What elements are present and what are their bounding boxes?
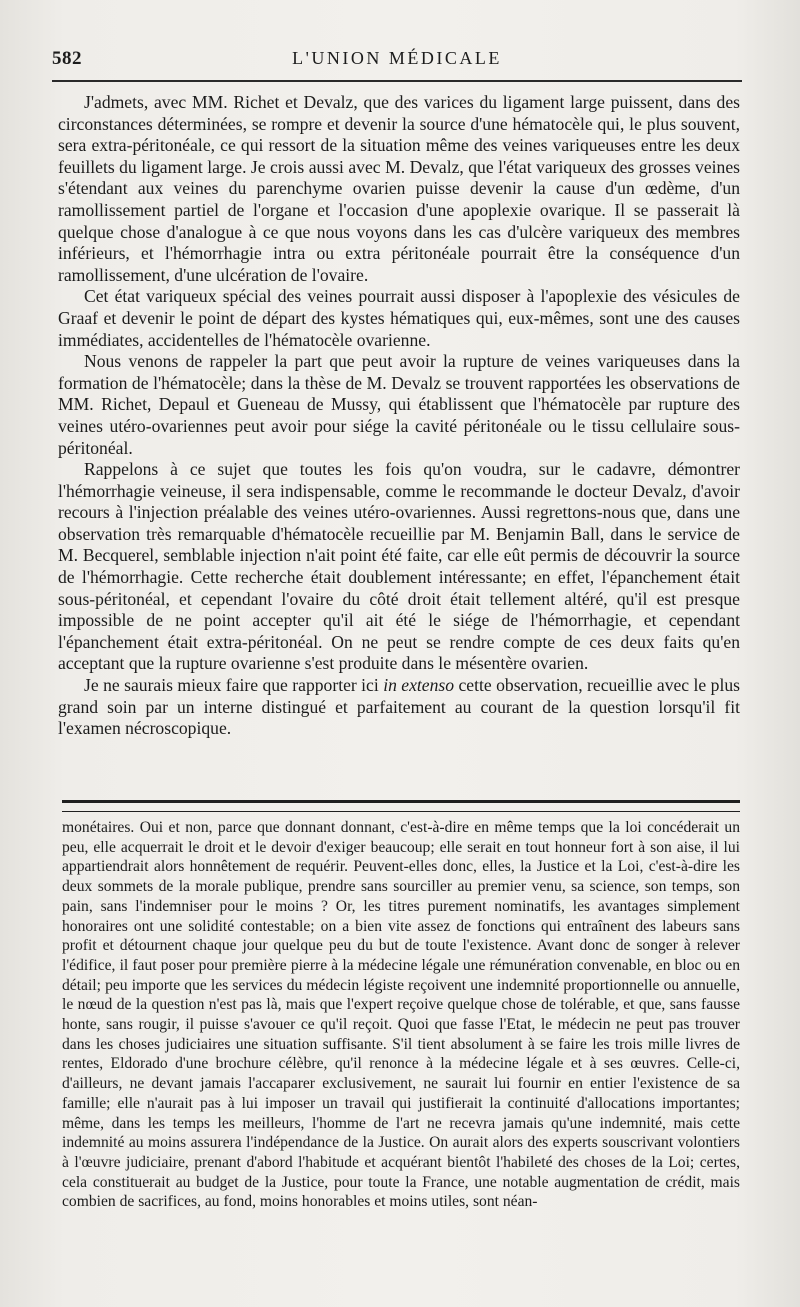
page-number: 582: [52, 48, 82, 69]
italic-phrase: in extenso: [383, 675, 455, 696]
paragraph: Nous venons de rappeler la part que peut avoir la rupture de veines variqueuses dans la formation de l'hématocèle; dans la thèse de M. Devalz se trouvent rapportées les observations de MM. Richet, Depaul et Gueneau de Mussy, qui établissent que l'hématocèle par rupture des veines utéro-ovariennes peut avoir pour siége la cavité péritonéale ou le tissu cellulaire sous-péritonéal.: [58, 351, 740, 458]
paragraph-last: [58, 675, 740, 740]
feuilleton-section: [62, 818, 740, 1212]
paragraph: J'admets, avec MM. Richet et Devalz, que des varices du ligament large puissent, dans des circonstances déterminées, se rompre et devenir la source d'une hématocèle qui, le plus souvent, sera extra-péritonéale, ce qui ressort de la situation même des veines variqueuses entre les deux feuillets du ligament large. Je crois aussi avec M. Devalz, que l'état variqueux des grosses veines s'étendant aux veines du parenchyme ovarien puisse devenir la cause d'un œdème, d'un ramollissement partiel de l'organe et l'occasion d'une apoplexie ovarique. Il se passerait là quelque chose d'analogue à ce que nous voyons dans les cas d'ulcère variqueux des membres inférieurs, et l'hémorrhagie intra ou extra péritonéale pourrait être la conséquence d'un ramollissement, d'une ulcération de l'ovaire.: [58, 92, 740, 285]
feuilleton-divider: [62, 800, 740, 812]
paragraph: Cet état variqueux spécial des veines pourrait aussi disposer à l'apoplexie des vésicules de Graaf et devenir le point de départ des kystes hématiques qui, eux-mêmes, sont une des causes immédiates, accidentelles de l'hématocèle ovarienne.: [58, 286, 740, 350]
header-rule: [52, 80, 742, 82]
paragraph: Rappelons à ce sujet que toutes les fois qu'on voudra, sur le cadavre, démontrer l'hémorrhagie veineuse, il sera indispensable, comme le recommande le docteur Devalz, d'avoir recours à l'injection préalable des veines utéro-ovariennes. Aussi regrettons-nous que, dans une observation très remarquable d'hématocèle recueillie par M. Benjamin Ball, dans le service de M. Becquerel, semblable injection n'ait point été faite, car elle eût permis de découvrir la source de l'hémorrhagie. Cette recherche était doublement intéressante; en effet, l'épanchement était sous-péritonéal, et cependant l'ovaire du côté droit était tellement altéré, qu'il est presque impossible de ne point accepter qu'il ait été le siége de l'hémorrhagie, et cependant l'épanchement était extra-péritonéal. On ne peut se rendre compte de ces deux faits qu'en acceptant que la rupture ovarienne s'est produite dans le mésentère ovarien.: [58, 459, 740, 674]
main-article: [58, 92, 740, 740]
running-title: L'UNION MÉDICALE: [292, 48, 502, 68]
feuilleton-text: monétaires. Oui et non, parce que donnant donnant, c'est-à-dire en même temps que la loi concéderait un peu, elle acquerrait le droit et le devoir d'exiger beaucoup; elle serait en tout honneur fort à son aise, il lui appartiendrait alors honnêtement de requérir. Peuvent-elles donc, elles, la Justice et la Loi, c'est-à-dire les deux sommets de la morale publique, prendre sans sourciller au premier venu, sa science, son temps, son pain, sans l'indemniser pour le moins ? Or, les titres purement nominatifs, les avantages simplement honoraires ont une solidité contestable; on a bien vite assez de fonctions qui entraînent des labeurs sans profit et détournent chaque jour quelque peu du but de toute l'existence. Avant donc de songer à relever l'édifice, il faut poser pour première pierre à la médecine légale une rémunération convenable, en bloc ou en détail; peu importe que les services du médecin légiste reçoivent une indemnité proportionnelle ou annuelle, le nœud de la question n'est pas là, mais que l'expert reçoive quelque chose de tolérable, et que, sans fausse honte, sans rougir, il puisse s'avouer ce qu'il reçoit. Quoi que fasse l'Etat, le médecin ne peut pas trouver dans les choses judiciaires une situation suffisante. S'il tient absolument à se faire les trois mille livres de rentes, Eldorado d'une brochure célèbre, qu'il renonce à la médecine légale et à ses œuvres. Celle-ci, d'ailleurs, ne devant jamais l'accaparer exclusivement, ne saurait lui fournir en entier l'existence de sa famille; elle n'aurait pas à lui imposer un travail qui justifierait la continuité d'allocations importantes; même, dans les temps les meilleurs, l'homme de l'art ne recevra jamais qu'une indemnité, mais cette indemnité au moins assurera l'indépendance de la Justice. On aurait alors des experts souscrivant volontiers à l'œuvre judiciaire, prenant d'abord l'habitude et acquérant bientôt l'habileté des choses de la Loi; certes, cela constituerait au budget de la Justice, pour toute la France, une notable augmentation de crédit, mais combien de sacrifices, au fond, moins honorables et moins utiles, sont néan-: [62, 819, 740, 1211]
text-run: Je ne saurais mieux faire que rapporter ici: [84, 675, 384, 696]
page-header: [52, 46, 742, 76]
text-run: cette observation, recueillie avec le plus grand soin par un interne distingué et parfaitement au courant de la question lorsqu'il fit l'examen nécroscopique.: [58, 675, 740, 739]
